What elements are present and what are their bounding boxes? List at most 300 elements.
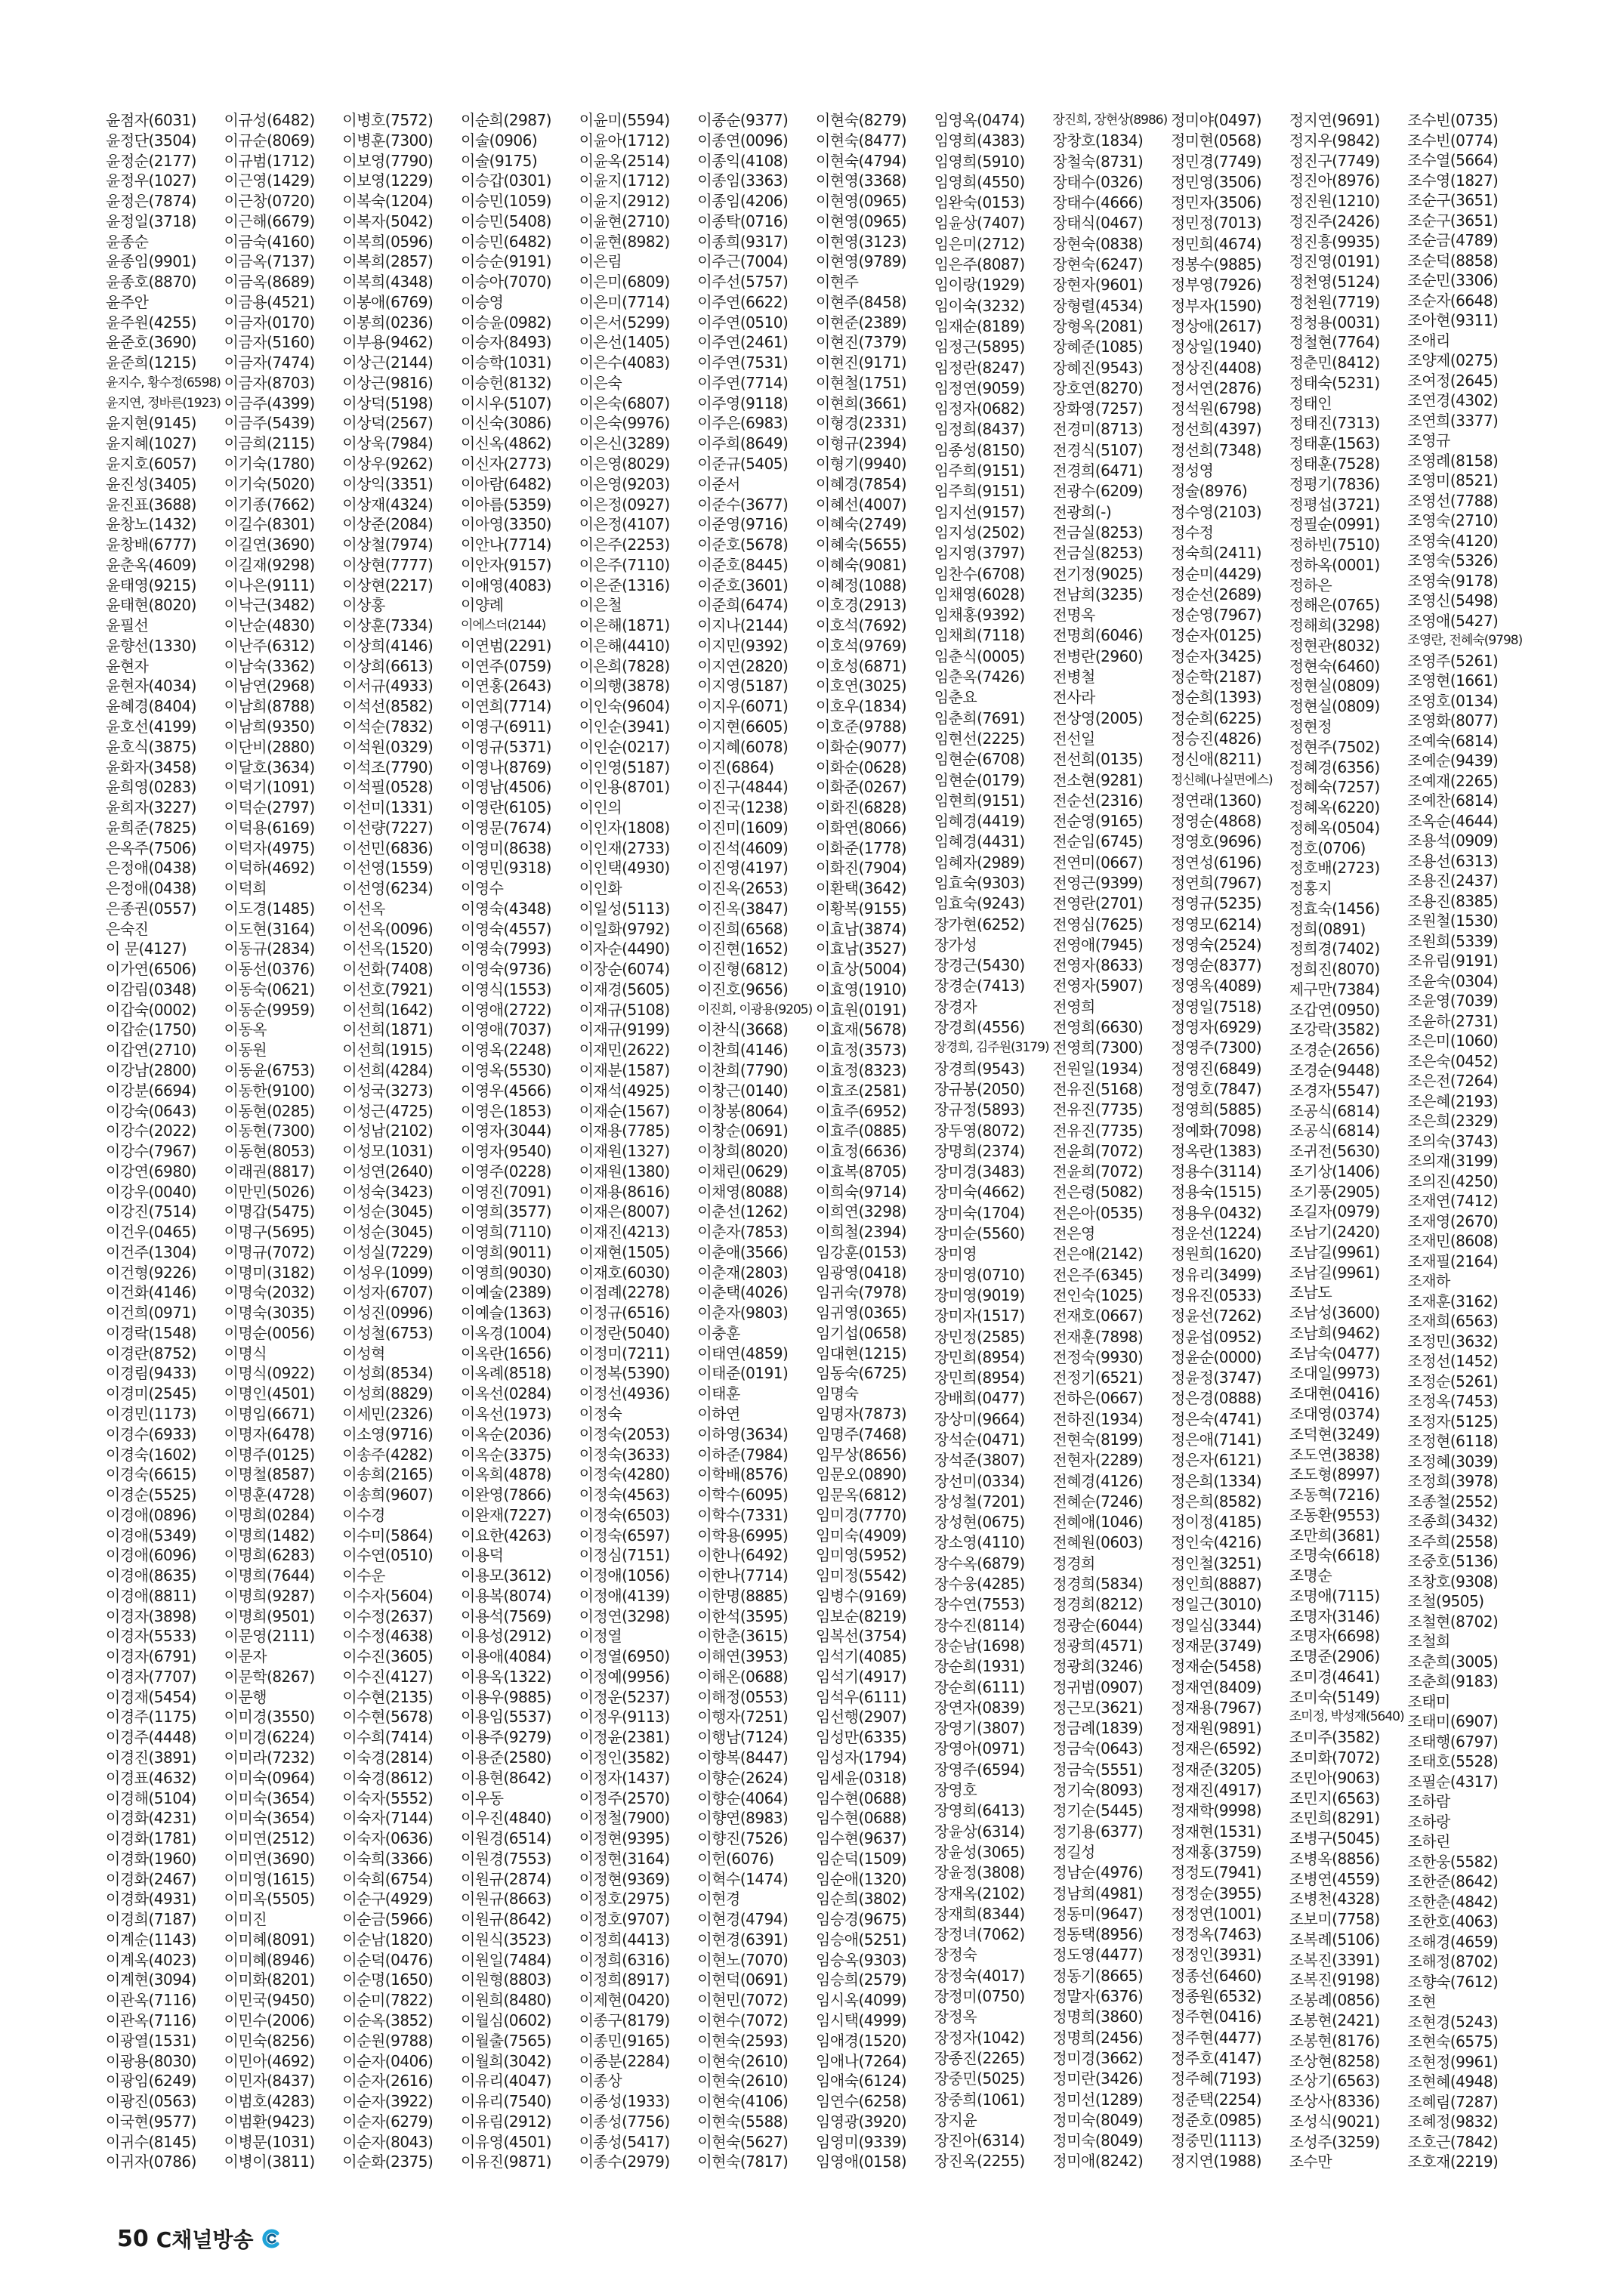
- donor-entry: 조춘희(3005): [1407, 1652, 1499, 1671]
- donor-entry: 이순희(2987): [461, 111, 551, 129]
- donor-entry: 이아람(6482): [461, 474, 551, 493]
- donor-entry: 이혜경(7854): [816, 474, 906, 493]
- donor-entry: 이숙경(8612): [342, 1768, 434, 1787]
- donor-entry: 이효복(8705): [816, 1162, 906, 1180]
- donor-entry: 장중희(1061): [934, 2090, 1025, 2109]
- donor-entry: 정미숙(8049): [1052, 2131, 1144, 2150]
- donor-entry: 이숙자(5552): [342, 1788, 434, 1807]
- donor-entry: 장창호(1834): [1052, 131, 1144, 150]
- donor-entry: 이태연(4859): [697, 1344, 789, 1363]
- donor-entry: 정영호(9696): [1171, 832, 1262, 851]
- donor-entry: 이남연(2968): [224, 677, 315, 696]
- donor-entry: 윤혜경(8404): [106, 697, 196, 716]
- donor-entry: 정하옥(0001): [1289, 555, 1380, 574]
- donor-entry: 조한준(8642): [1407, 1872, 1499, 1890]
- donor-entry: 이성자(6707): [342, 1283, 434, 1302]
- donor-entry: 정동택(8956): [1052, 1925, 1144, 1944]
- donor-entry: 조한호(4063): [1407, 1912, 1499, 1930]
- donor-entry: 이현영(9789): [816, 252, 906, 271]
- donor-entry: 정종원(6532): [1171, 1987, 1262, 2006]
- donor-entry: 이도현(3164): [224, 919, 315, 938]
- donor-entry: 이원경(6514): [461, 1829, 551, 1848]
- donor-entry: 임주희(9151): [934, 461, 1025, 480]
- donor-entry: 조정선(1452): [1407, 1352, 1499, 1370]
- donor-entry: 이재경(5605): [579, 980, 670, 998]
- donor-entry: 이낙근(3482): [224, 596, 315, 615]
- donor-entry: 정일근(3010): [1171, 1595, 1262, 1614]
- donor-entry: 이수연(0510): [342, 1546, 434, 1565]
- donor-entry: 임석우(6111): [816, 1687, 906, 1706]
- donor-entry: 장순희(1931): [934, 1657, 1025, 1676]
- donor-entry: 전하진(1934): [1052, 1409, 1144, 1428]
- donor-entry: 이준규(5405): [697, 455, 789, 474]
- donor-entry: 이학배(8576): [697, 1465, 789, 1484]
- donor-entry: 임순덕(1509): [816, 1849, 906, 1868]
- donor-entry: 이명희(9287): [224, 1586, 315, 1605]
- donor-entry: 이호경(2913): [816, 596, 906, 615]
- donor-entry: 임영희(5910): [934, 152, 1025, 171]
- donor-entry: 조대영(0374): [1289, 1405, 1380, 1423]
- donor-entry: 이인순(0217): [579, 737, 670, 756]
- donor-entry: 윤진성(3405): [106, 474, 196, 493]
- donor-entry: 정진구(7749): [1289, 151, 1380, 170]
- donor-entry: 정태진(7313): [1289, 414, 1380, 433]
- donor-entry: 이수정(4638): [342, 1627, 434, 1646]
- donor-entry: 윤태영(9215): [106, 576, 196, 594]
- donor-entry: 이송주(4282): [342, 1445, 434, 1464]
- donor-entry: 이동규(2834): [224, 940, 315, 958]
- donor-entry: 이정윤(2381): [579, 1728, 670, 1747]
- donor-entry: 임혜자(2989): [934, 853, 1025, 872]
- donor-entry: 이순자(3922): [342, 2092, 434, 2111]
- donor-entry: 이정미(7211): [579, 1344, 670, 1363]
- donor-entry: 이영문(7674): [461, 818, 551, 837]
- donor-entry: 조덕현(3249): [1289, 1424, 1380, 1443]
- donor-entry: 윤정은(7874): [106, 192, 196, 211]
- name-column: [1289, 110, 1408, 2172]
- donor-entry: 정말자(6376): [1052, 1987, 1144, 2006]
- donor-entry: 장규정(5893): [934, 1100, 1025, 1119]
- donor-entry: 이정희(8917): [579, 1970, 670, 1989]
- donor-entry: 정동미(9647): [1052, 1904, 1144, 1923]
- donor-entry: 이장순(6074): [579, 960, 670, 979]
- donor-entry: 조원철(1530): [1407, 912, 1499, 930]
- donor-entry: 윤호식(3875): [106, 737, 196, 756]
- donor-entry: 이효주(0885): [816, 1122, 906, 1140]
- donor-entry: 조영주(5261): [1407, 651, 1499, 670]
- donor-entry: 조남성(3600): [1289, 1304, 1380, 1322]
- donor-entry: 이명순(0056): [224, 1323, 315, 1342]
- donor-entry: 조하린: [1407, 1832, 1450, 1850]
- donor-entry: 윤춘옥(4609): [106, 555, 196, 574]
- donor-entry: 이순명(1650): [342, 1970, 434, 1989]
- donor-entry: 이성남(2102): [342, 1122, 434, 1140]
- donor-entry: 이창봉(8064): [697, 1101, 789, 1120]
- donor-entry: 이수미(5864): [342, 1526, 434, 1545]
- donor-entry: 정광희(4571): [1052, 1636, 1144, 1655]
- donor-entry: 이선희(4284): [342, 1060, 434, 1079]
- donor-entry: 은숙진: [106, 919, 149, 938]
- name-column: [579, 110, 698, 2172]
- donor-entry: 이승헌(8132): [461, 373, 551, 392]
- donor-entry: 이숙경(2814): [342, 1748, 434, 1767]
- donor-entry: 이기종(7662): [224, 495, 315, 514]
- donor-entry: 조수빈(0774): [1407, 131, 1499, 150]
- donor-entry: 이화준(1778): [816, 838, 906, 857]
- donor-entry: 정태인: [1289, 393, 1332, 412]
- donor-entry: 이종성(5417): [579, 2132, 670, 2151]
- donor-entry: 이시우(5107): [461, 393, 551, 412]
- donor-entry: 이경표(4632): [106, 1768, 196, 1787]
- donor-entry: 이경미(2545): [106, 1384, 196, 1403]
- donor-entry: 정순미(4429): [1171, 564, 1262, 583]
- donor-entry: 이영숙(4348): [461, 899, 551, 918]
- donor-entry: 이수현(2135): [342, 1687, 434, 1706]
- donor-entry: 조정현(6118): [1407, 1432, 1499, 1450]
- donor-entry: 이상욱(7984): [342, 434, 434, 453]
- donor-entry: 이종상: [579, 2072, 622, 2091]
- donor-entry: 이창순(0691): [697, 1122, 789, 1140]
- donor-entry: 정재순(5458): [1171, 1657, 1262, 1676]
- donor-entry: 이정인(3582): [579, 1748, 670, 1767]
- donor-entry: 윤정일(3718): [106, 211, 196, 230]
- donor-entry: 이춘자(7853): [697, 1223, 789, 1242]
- donor-entry: 장민희(8954): [934, 1369, 1025, 1387]
- donor-entry: 조기상(1406): [1289, 1162, 1380, 1180]
- donor-entry: 이복자(5042): [342, 211, 434, 230]
- donor-entry: 임귀영(0365): [816, 1304, 906, 1322]
- donor-entry: 이순구(4929): [342, 1890, 434, 1909]
- donor-entry: 정민자(3506): [1171, 193, 1262, 212]
- donor-entry: 이수자(5604): [342, 1586, 434, 1605]
- donor-entry: 이일화(9792): [579, 919, 670, 938]
- donor-entry: 이미화(8201): [224, 1970, 315, 1989]
- donor-entry: 임문오(0890): [816, 1465, 906, 1484]
- donor-entry: 이영자(9540): [461, 1142, 551, 1161]
- donor-entry: 이혜숙(9081): [816, 555, 906, 574]
- donor-entry: 정순희(1393): [1171, 688, 1262, 707]
- donor-entry: 이석필(0528): [342, 778, 434, 797]
- donor-entry: 전경식(5107): [1052, 440, 1144, 459]
- donor-entry: 정기용(6377): [1052, 1822, 1144, 1841]
- donor-entry: 이상재(4324): [342, 495, 434, 514]
- donor-entry: 이제현(0420): [579, 1991, 670, 2010]
- donor-entry: 임현선(2225): [934, 729, 1025, 748]
- donor-entry: 이진구(4844): [697, 778, 789, 797]
- donor-entry: 윤현자: [106, 656, 149, 675]
- donor-entry: 임이숙(3232): [934, 296, 1025, 315]
- donor-entry: 정재준(3205): [1171, 1760, 1262, 1779]
- donor-entry: 임춘희(7691): [934, 708, 1025, 727]
- donor-entry: 이영숙(4557): [461, 919, 551, 938]
- donor-entry: 이경화(2467): [106, 1869, 196, 1888]
- donor-entry: 윤정우(1027): [106, 171, 196, 190]
- donor-entry: 조용선(6313): [1407, 851, 1499, 870]
- donor-entry: 정윤섭(0952): [1171, 1327, 1262, 1346]
- donor-entry: 임춘식(0005): [934, 647, 1025, 665]
- donor-entry: 정선희(7348): [1171, 440, 1262, 459]
- brand-name: C채널방송: [156, 2227, 254, 2252]
- donor-entry: 조영숙(9178): [1407, 571, 1499, 590]
- donor-entry: 장미경(3483): [934, 1162, 1025, 1181]
- donor-entry: 이기숙(5020): [224, 474, 315, 493]
- donor-entry: 이준희(6474): [697, 596, 789, 615]
- donor-entry: 정도영(4477): [1052, 1946, 1144, 1964]
- donor-entry: 은정애(0438): [106, 859, 196, 878]
- donor-entry: 이재용(7785): [579, 1122, 670, 1140]
- donor-entry: 전광수(6209): [1052, 482, 1144, 501]
- donor-entry: 이난순(4830): [224, 616, 315, 635]
- donor-entry: 이유리(4047): [461, 2072, 551, 2091]
- donor-entry: 이용애(4084): [461, 1647, 551, 1666]
- donor-entry: 이병이(3811): [224, 2153, 315, 2171]
- donor-entry: 장지윤: [934, 2110, 977, 2129]
- donor-entry: 임미숙(4909): [816, 1526, 906, 1545]
- donor-entry: 정재진(4917): [1171, 1781, 1262, 1800]
- donor-entry: 정윤정(3747): [1171, 1369, 1262, 1387]
- donor-entry: 이아영(3350): [461, 515, 551, 534]
- donor-entry: 임성만(6335): [816, 1728, 906, 1747]
- donor-entry: 이현숙(7817): [697, 2153, 789, 2171]
- donor-entry: 임문옥(6812): [816, 1486, 906, 1504]
- donor-entry: 장경희(9543): [934, 1059, 1025, 1078]
- donor-entry: 이진현(1652): [697, 940, 789, 958]
- donor-entry: 이정숙(2053): [579, 1424, 670, 1443]
- donor-entry: 이인재(2733): [579, 838, 670, 857]
- donor-entry: 이준수(3677): [697, 495, 789, 514]
- donor-entry: 이윤지(1712): [579, 171, 670, 190]
- donor-entry: 임성자(1794): [816, 1748, 906, 1767]
- donor-entry: 정진아(8976): [1289, 171, 1380, 190]
- donor-entry: 이동옥: [224, 1020, 267, 1039]
- donor-entry: 이가연(6506): [106, 960, 196, 979]
- donor-entry: 정선희(4397): [1171, 420, 1262, 439]
- donor-entry: 조남길(9961): [1289, 1242, 1380, 1261]
- donor-entry: 이효남(3527): [816, 940, 906, 958]
- donor-entry: 조순구(3651): [1407, 211, 1499, 230]
- donor-entry: 이복희(4348): [342, 273, 434, 292]
- donor-entry: 이원형(8803): [461, 1970, 551, 1989]
- donor-entry: 이재석(4925): [579, 1081, 670, 1100]
- donor-entry: 정태훈(7528): [1289, 455, 1380, 474]
- donor-entry: 조순구(3651): [1407, 191, 1499, 209]
- donor-entry: 이진호(9656): [697, 980, 789, 998]
- donor-entry: 정현주(7502): [1289, 737, 1380, 756]
- donor-entry: 이덕용(6169): [224, 818, 315, 837]
- donor-entry: 이석조(7790): [342, 758, 434, 776]
- donor-entry: 이소영(9716): [342, 1424, 434, 1443]
- donor-entry: 이정숙(4563): [579, 1486, 670, 1504]
- donor-entry: 이주연(2461): [697, 333, 789, 352]
- donor-entry: 이연주(0759): [461, 656, 551, 675]
- donor-entry: 이현민(7072): [697, 1991, 789, 2010]
- donor-entry: 임효숙(9303): [934, 873, 1025, 892]
- donor-entry: 이동현(8053): [224, 1142, 315, 1161]
- donor-entry: 이덕자(4975): [224, 838, 315, 857]
- donor-entry: 이현숙(5588): [697, 2112, 789, 2131]
- donor-entry: 이수희(7414): [342, 1728, 434, 1747]
- donor-entry: 이현숙(8477): [816, 131, 906, 150]
- donor-entry: 정길성: [1052, 1842, 1095, 1861]
- donor-entry: 이승윤(0982): [461, 313, 551, 332]
- donor-entry: 이윤아(1712): [579, 131, 670, 150]
- donor-entry: 조은숙(0452): [1407, 1051, 1499, 1070]
- donor-entry: 이종탁(0716): [697, 211, 789, 230]
- donor-entry: 이유진(9871): [461, 2153, 551, 2171]
- donor-entry: 이주연(6622): [697, 292, 789, 311]
- donor-entry: 이진형(6812): [697, 960, 789, 979]
- donor-entry: 이정열: [579, 1627, 622, 1646]
- donor-entry: 장민정(2585): [934, 1327, 1025, 1346]
- donor-entry: 장성현(0675): [934, 1513, 1025, 1532]
- donor-entry: 이상홍: [342, 596, 385, 615]
- donor-entry: 이주희(8649): [697, 434, 789, 453]
- donor-entry: 이명임(6671): [224, 1405, 315, 1423]
- donor-entry: 이춘애(3566): [697, 1242, 789, 1261]
- donor-entry: 이원규(8663): [461, 1890, 551, 1909]
- donor-entry: 전순임(6745): [1052, 832, 1144, 851]
- donor-entry: 이종분(2284): [579, 2051, 670, 2070]
- page-footer: [117, 2224, 281, 2254]
- donor-entry: 조상기(6563): [1289, 2072, 1380, 2091]
- donor-entry: 이인의: [579, 798, 622, 817]
- donor-entry: 조수빈(0735): [1407, 111, 1499, 129]
- donor-entry: 이영주(0228): [461, 1162, 551, 1180]
- donor-entry: 이경락(1548): [106, 1323, 196, 1342]
- donor-entry: 이종민(9165): [579, 2031, 670, 2050]
- donor-entry: 이인자(1808): [579, 818, 670, 837]
- donor-entry: 조순덕(8858): [1407, 251, 1499, 270]
- donor-entry: 이옥순(2036): [461, 1424, 551, 1443]
- donor-entry: 이성진(0996): [342, 1304, 434, 1322]
- donor-entry: 조순금(4789): [1407, 231, 1499, 249]
- donor-entry: 이향순(2624): [697, 1768, 789, 1787]
- donor-entry: 이영옥(5530): [461, 1060, 551, 1079]
- donor-entry: 조명준(2906): [1289, 1647, 1380, 1666]
- donor-entry: 이은미(7714): [579, 292, 670, 311]
- donor-entry: 임정근(5895): [934, 338, 1025, 356]
- donor-entry: 임애나(7264): [816, 2051, 906, 2070]
- donor-entry: 이행남(7124): [697, 1728, 789, 1747]
- donor-entry: 이경란(8752): [106, 1344, 196, 1363]
- donor-entry: 조명숙(6618): [1289, 1546, 1380, 1565]
- donor-entry: 정윤선(7262): [1171, 1307, 1262, 1325]
- donor-entry: 정기숙(8093): [1052, 1781, 1144, 1800]
- donor-entry: 전은영: [1052, 1224, 1095, 1243]
- donor-entry: 이국현(9577): [106, 2112, 196, 2131]
- donor-entry: 윤화자(3458): [106, 758, 196, 776]
- donor-entry: 이관옥(7116): [106, 2011, 196, 2029]
- donor-entry: 이경자(7707): [106, 1667, 196, 1686]
- donor-entry: 장소영(4110): [934, 1533, 1025, 1552]
- donor-entry: 전영희: [1052, 997, 1095, 1016]
- donor-entry: 정금숙(0643): [1052, 1739, 1144, 1758]
- donor-entry: 이경자(6791): [106, 1647, 196, 1666]
- donor-entry: 조예숙(6814): [1407, 731, 1499, 750]
- donor-entry: 임이랑(1929): [934, 276, 1025, 295]
- donor-entry: 이주근(7004): [697, 252, 789, 271]
- donor-entry: 장영주(6594): [934, 1760, 1025, 1779]
- donor-entry: 임현순(6708): [934, 750, 1025, 769]
- donor-entry: 이승영: [461, 292, 504, 311]
- donor-entry: 이병호(7572): [342, 111, 434, 129]
- donor-entry: 이금용(4521): [224, 292, 315, 311]
- donor-entry: 이경애(8635): [106, 1566, 196, 1585]
- donor-entry: 이범호(4283): [224, 2092, 315, 2111]
- donor-entry: 조도연(3838): [1289, 1445, 1380, 1464]
- donor-entry: 이해온(0688): [697, 1667, 789, 1686]
- donor-entry: 이원경(7553): [461, 1849, 551, 1868]
- donor-entry: 장혜준(1085): [1052, 338, 1144, 356]
- donor-entry: 정경희: [1052, 1554, 1095, 1572]
- donor-entry: 이옥희(4878): [461, 1465, 551, 1484]
- donor-entry: 이경애(8811): [106, 1586, 196, 1605]
- donor-entry: 임석기(4917): [816, 1667, 906, 1686]
- donor-entry: 이서규(4933): [342, 677, 434, 696]
- donor-entry: 정은희(8582): [1171, 1492, 1262, 1511]
- donor-entry: 조재필(2164): [1407, 1251, 1499, 1270]
- donor-entry: 조창호(9308): [1407, 1572, 1499, 1591]
- donor-entry: 이영나(8769): [461, 758, 551, 776]
- donor-entry: 정민희(4674): [1171, 234, 1262, 253]
- donor-entry: 이한석(3595): [697, 1606, 789, 1625]
- donor-entry: 정연래(1360): [1171, 791, 1262, 810]
- donor-entry: 이상훈(7334): [342, 616, 434, 635]
- donor-entry: 장윤정(3808): [934, 1863, 1025, 1882]
- donor-entry: 조영애(5427): [1407, 611, 1499, 630]
- donor-entry: 이경림(9433): [106, 1364, 196, 1383]
- donor-entry: 임수현(0688): [816, 1788, 906, 1807]
- donor-entry: 조영숙(2710): [1407, 511, 1499, 529]
- donor-entry: 이경애(5349): [106, 1526, 196, 1545]
- donor-entry: 윤주원(4255): [106, 313, 196, 332]
- donor-entry: 윤종임(9901): [106, 252, 196, 271]
- donor-entry: 정은자(6121): [1171, 1451, 1262, 1470]
- donor-entry: 이금희(2115): [224, 434, 315, 453]
- donor-entry: 이금자(5160): [224, 333, 315, 352]
- donor-entry: 이성우(1099): [342, 1263, 434, 1282]
- donor-entry: 이에스더(2144): [461, 618, 546, 634]
- donor-entry: 이진옥(3847): [697, 899, 789, 918]
- donor-entry: 장상미(9664): [934, 1409, 1025, 1428]
- donor-entry: 정천원(7719): [1289, 292, 1380, 311]
- donor-entry: 정윤순(0000): [1171, 1347, 1262, 1366]
- donor-entry: 장태수(4666): [1052, 193, 1144, 212]
- donor-entry: 윤희자(3227): [106, 798, 196, 817]
- donor-entry: 정정연(1001): [1171, 1904, 1262, 1923]
- donor-entry: 이정숙(3633): [579, 1445, 670, 1464]
- donor-entry: 이덕순(2797): [224, 798, 315, 817]
- donor-entry: 이종임(3363): [697, 171, 789, 190]
- donor-entry: 이강연(6980): [106, 1162, 196, 1180]
- donor-entry: 정미선(1289): [1052, 2090, 1144, 2109]
- donor-entry: 이상우(9262): [342, 455, 434, 474]
- donor-entry: 조민아(9063): [1289, 1768, 1380, 1787]
- donor-entry: 전병란(2960): [1052, 647, 1144, 665]
- donor-entry: 정미현(0568): [1171, 131, 1262, 150]
- donor-entry: 이선옥(0096): [342, 919, 434, 938]
- donor-entry: 이원규(2874): [461, 1869, 551, 1888]
- donor-entry: 이준호(8445): [697, 555, 789, 574]
- donor-entry: 이종수(2979): [579, 2153, 670, 2171]
- donor-entry: 장규봉(2050): [934, 1079, 1025, 1098]
- donor-entry: 조춘희(9183): [1407, 1672, 1499, 1690]
- donor-entry: 이정복(5390): [579, 1364, 670, 1383]
- donor-entry: 이봉희(0236): [342, 313, 434, 332]
- donor-entry: 이진석(4609): [697, 838, 789, 857]
- donor-entry: 조하람: [1407, 1792, 1450, 1810]
- donor-entry: 임윤상(7407): [934, 214, 1025, 233]
